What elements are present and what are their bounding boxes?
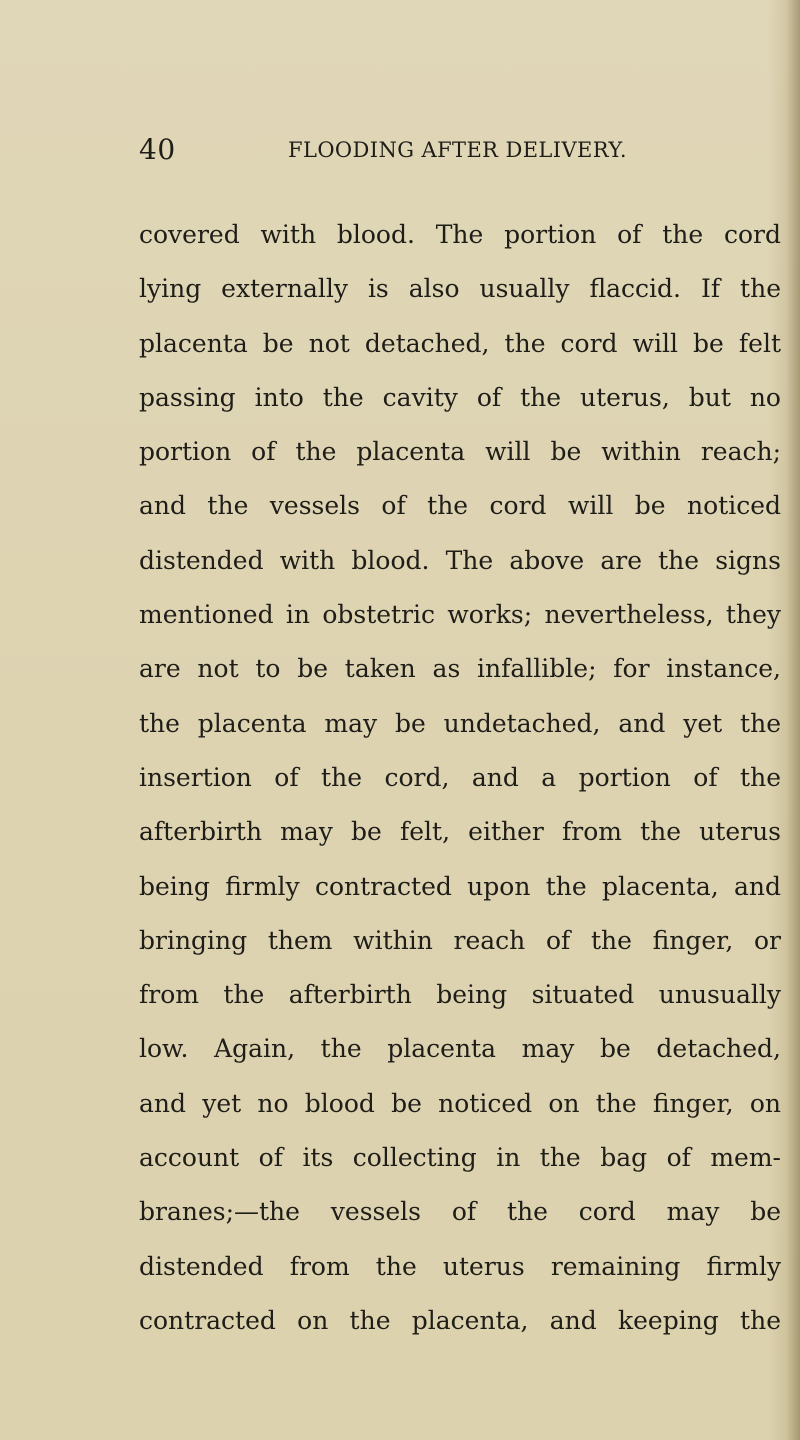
text-line: covered with blood. The portion of the cord <box>139 220 781 249</box>
running-head: FLOODING AFTER DELIVERY. <box>288 138 627 162</box>
text-line: from the afterbirth being situated unusually <box>139 980 781 1010</box>
text-line: lying externally is also usually flaccid. If the <box>139 274 781 304</box>
text-line: low. Again, the placenta may be detached, <box>139 1034 781 1064</box>
text-line: account of its collecting in the bag of mem- <box>139 1143 781 1173</box>
text-line: insertion of the cord, and a portion of the <box>139 762 781 792</box>
body-text <box>139 208 781 1348</box>
page-number: 40 <box>139 133 176 166</box>
text-line: bringing them within reach of the finger, or <box>139 925 781 955</box>
text-line: and the vessels of the cord will be noticed <box>139 491 781 521</box>
text-line: passing into the cavity of the uterus, but no <box>139 382 781 412</box>
text-line: the placenta may be undetached, and yet the <box>139 708 781 738</box>
page-edge-shadow <box>786 0 800 1440</box>
text-line: mentioned in obstetric works; nevertheless, they <box>139 600 781 630</box>
text-line: contracted on the placenta, and keeping the <box>139 1305 781 1335</box>
text-line: distended from the uterus remaining firmly <box>139 1251 781 1281</box>
text-line: and yet no blood be noticed on the finger, on <box>139 1088 781 1118</box>
text-line: distended with blood. The above are the signs <box>139 545 781 575</box>
text-line: are not to be taken as infallible; for instance, <box>139 654 781 684</box>
text-line: placenta be not detached, the cord will be felt <box>139 328 781 358</box>
text-line: being firmly contracted upon the placenta, and <box>139 871 781 901</box>
text-line: portion of the placenta will be within reach; <box>139 437 781 467</box>
text-line: afterbirth may be felt, either from the uterus <box>139 817 781 847</box>
text-line: branes;—the vessels of the cord may be <box>139 1197 781 1227</box>
